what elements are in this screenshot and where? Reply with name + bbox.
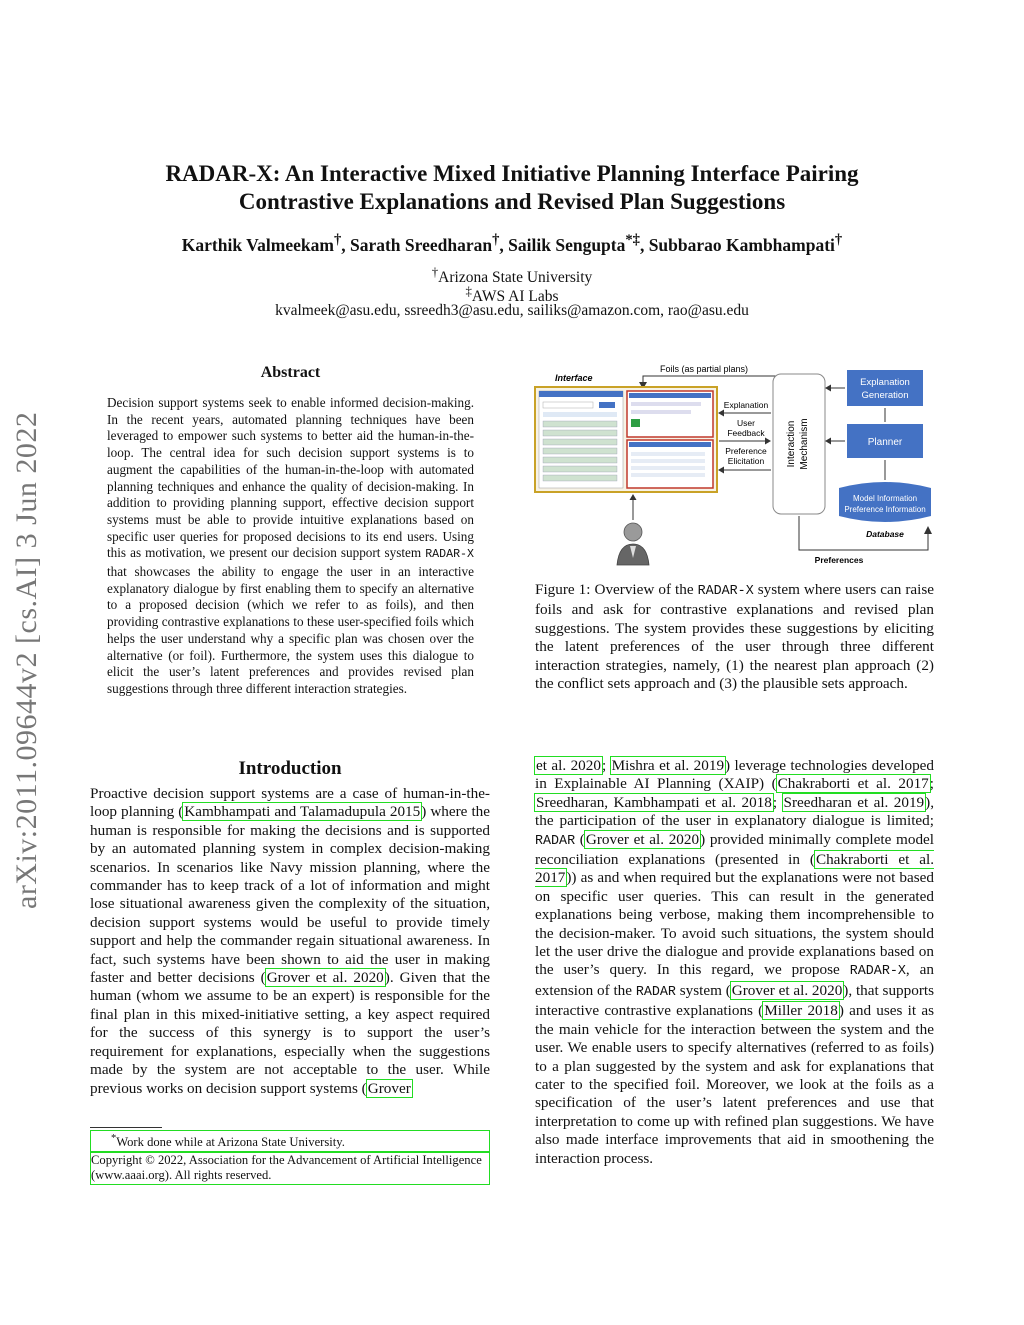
footnote-work[interactable] (90, 1130, 490, 1152)
text-part: , an extension of the (535, 961, 934, 999)
text-part: ) and uses it as the main vehicle for the interaction between the system and the user. We enable users to specify alternatives (referred to as foils) to a plan suggested by the system and ask for explanations that cater to the specified foil. Moreover, we look at the foils as a specification of the user’s latent preferences and use that interpretation to come up with refined plan suggestions. We have also made interface improvements that aid in smoothening the interaction process. (535, 1002, 934, 1167)
preference-label-1: Preference (725, 446, 767, 456)
author-name: , Sarath Sreedharan (341, 234, 493, 255)
explanation-arrow-head (718, 410, 724, 417)
model-info-label-2: Preference Information (844, 505, 926, 514)
screen-line (631, 473, 705, 477)
author-list (100, 232, 924, 256)
abstract-text (107, 395, 474, 698)
introduction-heading: Introduction (238, 758, 342, 779)
title-line-2: Contrastive Explanations and Revised Plan Suggestions (238, 189, 786, 214)
screen-row (543, 421, 617, 427)
text-part: ), the participation of the user in explanatory dialogue is limited; (535, 793, 934, 830)
preferences-label: Preferences (814, 555, 864, 565)
citation-link[interactable]: Sreedharan, Kambhampati et al. 2018 (536, 793, 772, 811)
caption-part: system where users can raise foils and ask for contrastive explanations and revised plan suggestions. The system provides these suggestions by eliciting the latent preferences of the user through three different interaction strategies, namely, (1) the nearest plan approach (2) the conflict sets approach and (3) the plausible sets approach. (535, 581, 934, 693)
affiliation-mark: † (431, 264, 439, 279)
author-mark: † (834, 232, 843, 248)
feedback-arrow-head (765, 438, 771, 445)
screen-line (631, 459, 705, 463)
preferences-arrow-path (799, 516, 928, 550)
citation-link[interactable]: Grover et al. 2020 (731, 981, 843, 999)
citation-link[interactable]: Chakraborti et al. 2017 (777, 775, 929, 793)
preferences-arrow-head (924, 526, 932, 534)
citation-link[interactable]: Sreedharan et al. 2019 (783, 793, 925, 811)
text-part: ) provided minimally complete model reconciliation explanations (presented in ( (535, 830, 934, 869)
author-name: , Subbarao Kambhampati (639, 234, 835, 255)
footnote-rule (90, 1127, 162, 1128)
figure-1-caption (535, 581, 934, 693)
screen-line (631, 402, 701, 406)
abstract-part: Decision support systems seek to enable informed decision-making. In the recent years, automated planning techniques have been leveraged to empower such systems to better aid the human-in-the-loop. The central idea for such decision support systems is to augment the capabilities of the human-in-the-loop with automated planning techniques and enhance the quality of decision-making. In addition to providing planning support, effective decision support systems must be able to provide intuitive explanations based on specific user queries for proposed decisions to its end users. Using this as motivation, we present our decision support system (107, 395, 474, 561)
screen-row (543, 439, 617, 445)
footnote-block (90, 1130, 490, 1185)
footnote-copyright[interactable]: Copyright © 2022, Association for the Advancement of Artificial Intelligence (www.aaai.org). All rights reserved. (90, 1152, 490, 1185)
screen-check-icon (631, 419, 640, 427)
screen-row (543, 412, 617, 417)
preference-arrow-head (718, 467, 724, 474)
author-mark: † (333, 232, 342, 248)
screen-line (631, 452, 705, 456)
text-part: ; (772, 793, 783, 811)
affiliation-org: AWS AI Labs (471, 288, 559, 306)
foils-label: Foils (as partial plans) (660, 364, 749, 374)
text-part: ; (601, 757, 611, 774)
figure-1-diagram (533, 360, 943, 570)
author-mark: *‡ (625, 232, 640, 248)
citation-link[interactable]: Grover et al. 2020 (266, 969, 384, 987)
system-name: RADAR-X (697, 584, 754, 599)
explanation-label: Explanation (723, 400, 769, 410)
screen-input (543, 402, 593, 408)
citation-link[interactable]: Mishra et al. 2019 (611, 757, 725, 774)
interaction-label-2: Mechanism (799, 418, 810, 470)
citation-link[interactable]: Kambhampati and Talamadupula 2015 (184, 803, 421, 821)
citation-link[interactable]: Grover et al. 2020 (585, 830, 700, 848)
system-name: RADAR-X (849, 964, 906, 980)
citation-link[interactable]: et al. 2020 (536, 757, 601, 774)
user-feedback-label-2: Feedback (727, 428, 765, 438)
screen-row (543, 466, 617, 472)
text-part: ; (929, 775, 934, 793)
interface-screenshot (535, 387, 717, 492)
user-feedback-label-1: User (737, 418, 755, 428)
screen-right-header (629, 393, 711, 398)
footnote-mark: * (111, 1133, 117, 1144)
text-part: ( (575, 830, 585, 848)
planner-arrow-head (825, 438, 831, 445)
text-part: ), that supports interactive contrastive explanations ( (535, 981, 935, 1020)
user-arrow-head (630, 494, 637, 500)
affiliation-mark: ‡ (465, 283, 472, 298)
screen-right-bottom-pane (627, 440, 713, 488)
footnote-text: Work done while at Arizona State University. (116, 1135, 345, 1150)
citation-link[interactable]: Miller 2018 (764, 1002, 838, 1020)
author-mark: † (492, 232, 500, 248)
screen-line (631, 466, 705, 470)
introduction-text (90, 785, 490, 1098)
citation-link[interactable]: Chakraborti et al. 2017 (535, 851, 934, 887)
expl-gen-arrow-head (825, 385, 831, 392)
system-name: RADAR-X (425, 548, 474, 562)
explanation-generation-label-1: Explanation (860, 377, 910, 388)
screen-left-header (539, 391, 623, 397)
database-label: Database (866, 529, 904, 539)
explanation-generation-label-2: Generation (861, 390, 909, 401)
screen-row (543, 448, 617, 454)
text-part: ). Given that the human (whom we assume to be an expert) is responsible for the final plan in this mixed-initiative setting, a key aspect required for the success of this synergy is to support the user’s requirement for explanations, especially when the suggestions made by the system are not acceptable to the user. While previous works on decision support systems ( (90, 969, 490, 1097)
caption-part: Figure 1: Overview of the (535, 581, 698, 598)
abstract-part: that showcases the ability to engage the user in an interactive explanatory dialogue by first enabling them to specify an alternative to a proposed decision (which we refer to as foils), and then providing contrastive explanations to these user-specified foils which helps the user understand why a specific plan was chosen over the alternative (or foil). Furthermore, the system uses this dialogue to elicit the user’s latent preferences and provides revised plan suggestions through three different interaction strategies. (107, 564, 474, 696)
screen-row (543, 475, 617, 481)
column-2-text (535, 757, 934, 1168)
preference-label-2: Elicitation (727, 456, 765, 466)
arxiv-stamp: arXiv:2011.09644v2 [cs.AI] 3 Jun 2022 (10, 411, 43, 909)
text-part: )) as and when required but the explanations were not based on specific user queries. This can result in the generated explanations being verbose, making them incomprehensible to the decision-maker. To avoid such situations, the system should let the user drive the dialogue and provide explanations based on the user’s query. In this regard, we propose (535, 869, 934, 979)
system-name: RADAR (535, 833, 576, 849)
interaction-label-1: Interaction (786, 420, 797, 468)
screen-row (543, 430, 617, 436)
foils-arrow-path (643, 376, 773, 386)
screen-line (631, 410, 691, 414)
screen-button (599, 402, 615, 408)
author-name: Karthik Valmeekam (181, 234, 334, 255)
author-emails: kvalmeek@asu.edu, ssreedh3@asu.edu, sailiks@amazon.com, rao@asu.edu (275, 302, 749, 319)
title-line-1: RADAR-X: An Interactive Mixed Initiative Planning Interface Pairing (165, 161, 859, 186)
affiliation-org: Arizona State University (438, 269, 593, 287)
screen-row (543, 457, 617, 463)
screen-right-header (629, 442, 711, 447)
text-part: Proactive decision support systems are a case of human-in-the-loop planning ( (90, 785, 490, 821)
text-part: ) where the human is responsible for making the decisions and is supported by an automated planning system in complex decision-making scenarios. In scenarios like Navy mission planning, where the commander has to keep track of a lot of information and might lose situational awareness given the complexity of the situation, decision support systems would be useful to provide timely support and help the commander regain situational awareness. In fact, such systems have been shown to aid the user in making faster and better decisions ( (90, 803, 491, 987)
user-icon (617, 523, 649, 565)
interface-label: Interface (555, 373, 593, 383)
text-part: system ( (675, 981, 731, 999)
citation-link[interactable]: Grover (367, 1079, 411, 1097)
paper-title (120, 160, 904, 216)
abstract-heading: Abstract (260, 364, 321, 381)
planner-label: Planner (867, 437, 903, 448)
text-part: ) leverage technologies developed in Explainable AI Planning (XAIP) ( (535, 757, 934, 793)
model-info-label-1: Model Information (852, 494, 918, 503)
system-name: RADAR (635, 984, 676, 1000)
author-name: , Sailik Sengupta (499, 234, 626, 255)
